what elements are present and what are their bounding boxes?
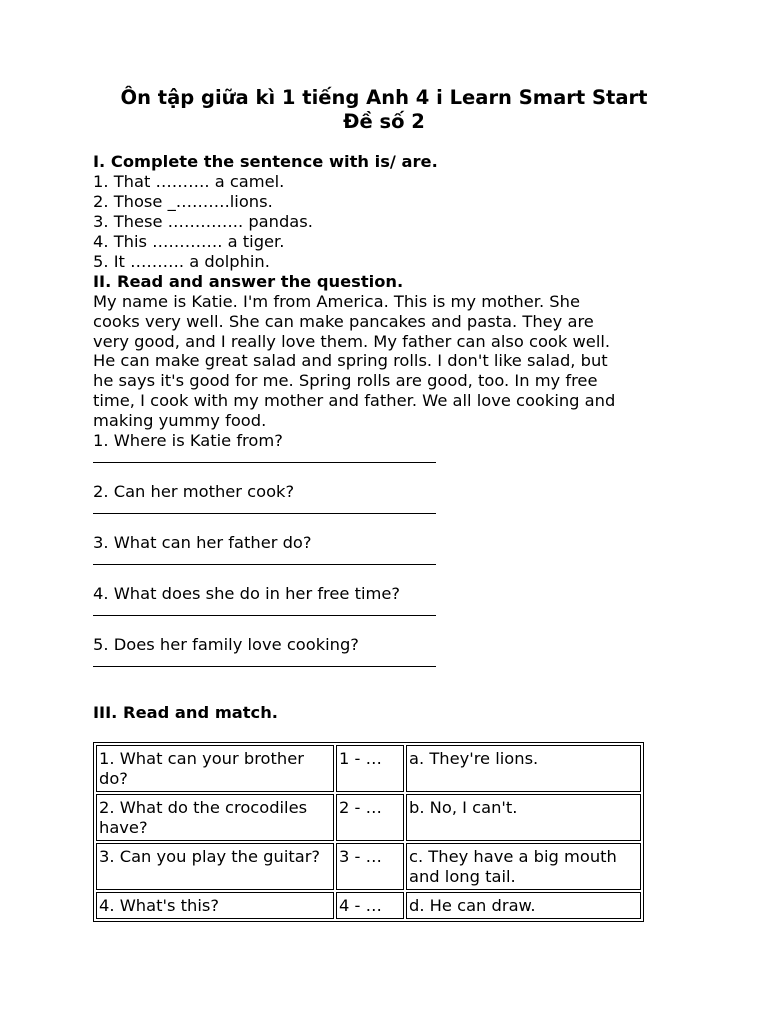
section-1-heading: I. Complete the sentence with is/ are.	[93, 152, 438, 171]
sentence-item: 5. It ………. a dolphin.	[93, 252, 270, 271]
table-row	[96, 843, 641, 890]
sentence-item: 1. That ………. a camel.	[93, 172, 285, 191]
match-answer: c. They have a big mouth and long tail.	[406, 843, 641, 890]
title-line-1: Ôn tập giữa kì 1 tiếng Anh 4 i Learn Smart Start	[120, 86, 648, 109]
match-table	[93, 742, 644, 922]
passage-line: making yummy food.	[93, 410, 267, 430]
passage-line: time, I cook with my mother and father. We all love cooking and	[93, 390, 616, 410]
match-question: 1. What can your brother do?	[96, 745, 334, 792]
table-row	[96, 892, 641, 919]
section-3-heading: III. Read and match.	[93, 703, 278, 722]
table-row	[96, 794, 641, 841]
answer-line[interactable]	[93, 451, 436, 463]
passage-line: cooks very well. She can make pancakes and pasta. They are	[93, 311, 594, 331]
answer-line[interactable]	[93, 655, 436, 667]
match-slot[interactable]: 2 - …	[336, 794, 404, 841]
reading-passage	[93, 292, 683, 431]
section-2-heading: II. Read and answer the question.	[93, 272, 404, 291]
question-item: 3. What can her father do?	[93, 532, 312, 552]
answer-line[interactable]	[93, 502, 436, 514]
passage-line: he says it's good for me. Spring rolls are good, too. In my free	[93, 371, 598, 391]
question-list	[93, 431, 683, 667]
sentence-item: 3. These ………….. pandas.	[93, 212, 313, 231]
passage-line: My name is Katie. I'm from America. This is my mother. She	[93, 292, 580, 311]
passage-line: He can make great salad and spring rolls. I don't like salad, but	[93, 351, 608, 371]
answer-line[interactable]	[93, 604, 436, 616]
answer-line[interactable]	[93, 553, 436, 565]
match-question: 3. Can you play the guitar?	[96, 843, 334, 890]
document-content	[93, 152, 683, 686]
match-question: 2. What do the crocodiles have?	[96, 794, 334, 841]
match-answer: b. No, I can't.	[406, 794, 641, 841]
title-line-2: Đề số 2	[343, 110, 425, 133]
match-question: 4. What's this?	[96, 892, 334, 919]
match-slot[interactable]: 4 - …	[336, 892, 404, 919]
question-item: 5. Does her family love cooking?	[93, 634, 359, 654]
match-slot[interactable]: 3 - …	[336, 843, 404, 890]
question-item: 1. Where is Katie from?	[93, 430, 283, 450]
match-answer: a. They're lions.	[406, 745, 641, 792]
sentence-item: 4. This …………. a tiger.	[93, 232, 285, 251]
question-item: 2. Can her mother cook?	[93, 481, 295, 501]
passage-line: very good, and I really love them. My father can also cook well.	[93, 331, 611, 351]
match-slot[interactable]: 1 - …	[336, 745, 404, 792]
sentence-item: 2. Those _……….lions.	[93, 192, 273, 211]
section-1-items	[93, 172, 683, 272]
question-item: 4. What does she do in her free time?	[93, 583, 401, 603]
document-title	[0, 86, 768, 134]
table-row	[96, 745, 641, 792]
match-answer: d. He can draw.	[406, 892, 641, 919]
